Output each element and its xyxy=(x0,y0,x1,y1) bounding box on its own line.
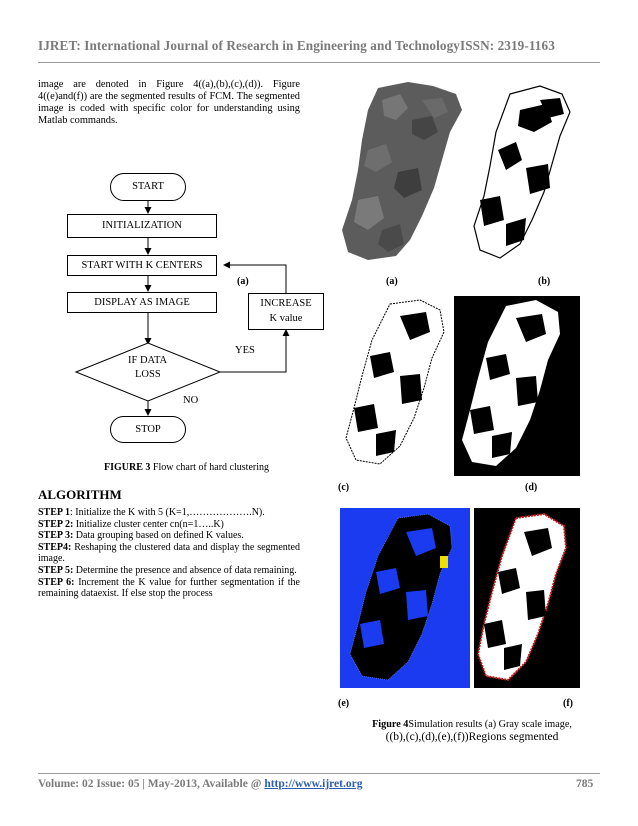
page-number: 785 xyxy=(576,778,594,790)
figure4-panel-d xyxy=(454,296,580,476)
figure3-caption-text: Flow chart of hard clustering xyxy=(150,462,269,473)
journal-footer: Volume: 02 Issue: 05 | May-2013, Available @ http://www.ijret.org xyxy=(38,778,363,790)
flow-display-image: DISPLAY AS IMAGE xyxy=(67,292,217,313)
algorithm-step: STEP4: Reshaping the clustered data and display the segmented image. xyxy=(38,541,300,565)
flow-stop: STOP xyxy=(110,416,186,443)
figure4-panel-c xyxy=(340,296,452,476)
figure4-panel-f xyxy=(474,508,580,688)
flow-increase-line2: K value xyxy=(269,313,303,324)
flow-start: START xyxy=(110,173,186,201)
algorithm-step: STEP 1: Initialize the K with 5 (K=1,……………….N). xyxy=(38,507,265,518)
panel-label-a: (a) xyxy=(237,276,249,287)
panel-label-f: (f) xyxy=(563,698,573,709)
figure3-caption xyxy=(104,462,269,473)
algorithm-step: STEP 3: Data grouping based on defined K values. xyxy=(38,530,244,542)
panel-label-b: (b) xyxy=(538,276,551,287)
flow-yes-label: YES xyxy=(235,345,255,356)
flow-increase-line1: INCREASE xyxy=(260,298,312,309)
figure4-panel-a xyxy=(338,80,470,270)
figure4-panel-b xyxy=(470,80,580,270)
panel-label-a-right: (a) xyxy=(386,276,398,287)
panel-label-c: (c) xyxy=(338,482,350,493)
figure4-label: Figure 4 xyxy=(372,719,409,730)
algorithm-step: STEP 2: Initialize cluster center cn(n=1…..K) xyxy=(38,518,224,530)
figure3-label: FIGURE 3 xyxy=(104,462,151,473)
header-divider xyxy=(38,62,600,63)
flow-increase-k xyxy=(248,293,324,330)
algorithm-step: STEP 5: Determine the presence and absence of data remaining. xyxy=(38,564,297,576)
flow-no-label: NO xyxy=(183,395,199,406)
journal-header: IJRET: International Journal of Research in Engineering and TechnologyISSN: 2319-1163 xyxy=(38,38,555,53)
flowchart xyxy=(38,165,338,465)
algorithm-heading: ALGORITHM xyxy=(38,487,122,502)
algorithm-step: STEP 6: Increment the K value for further segmentation if the remaining dataexist. If else stop the process xyxy=(38,576,300,600)
panel-label-d: (d) xyxy=(525,482,538,493)
flow-decision-line1: IF DATA xyxy=(128,355,168,366)
flow-decision-line2: LOSS xyxy=(135,369,161,380)
journal-link[interactable]: http://www.ijret.org xyxy=(264,778,363,790)
body-paragraph: image are denoted in Figure 4((a),(b),(c),(d)). Figure 4((e)and(f)) are the segmented results of FCM. The segmented image is coded with specific color for understanding using Matlab commands. xyxy=(38,79,300,126)
flow-initialization: INITIALIZATION xyxy=(67,214,217,238)
algorithm-steps xyxy=(38,507,300,600)
flow-k-centers: START WITH K CENTERS xyxy=(67,255,217,276)
panel-label-e: (e) xyxy=(338,698,350,709)
figure4-caption: Figure 4Simulation results (a) Gray scale image, ((b),(c),(d),(e),(f))Regions segmented xyxy=(372,719,572,743)
figure4-panel-e xyxy=(340,508,470,688)
footer-divider xyxy=(38,773,600,774)
